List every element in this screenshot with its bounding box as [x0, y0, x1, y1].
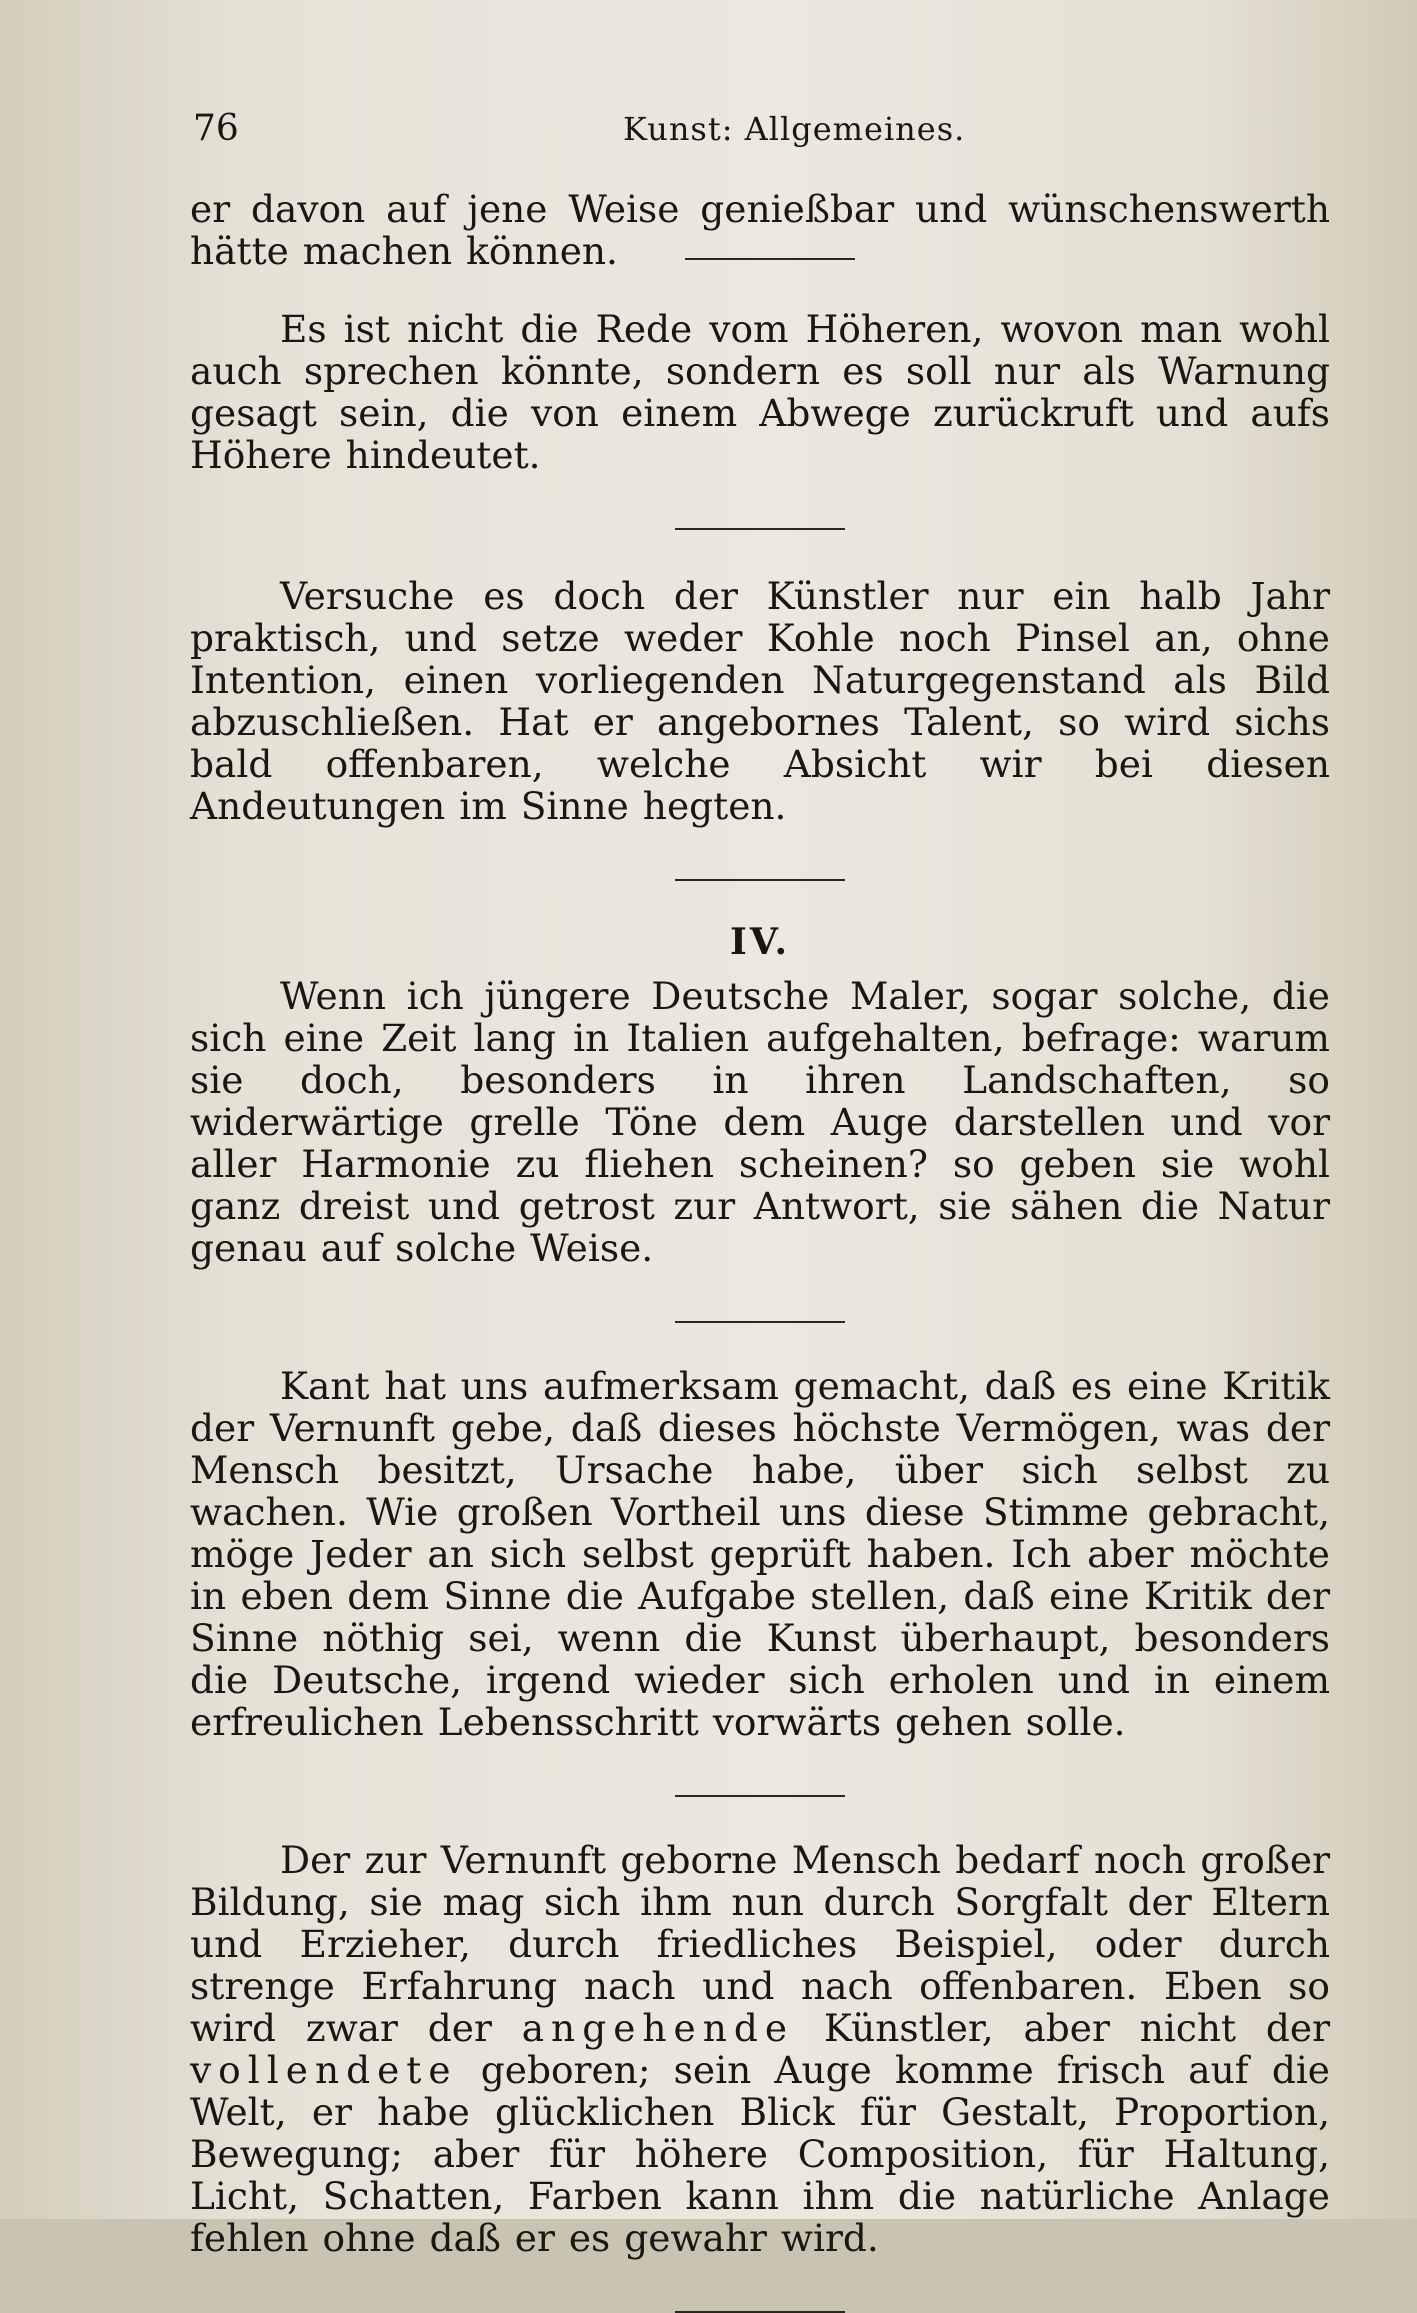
- separator-rule: [685, 258, 855, 260]
- running-head: Kunst: Allgemeines.: [623, 110, 966, 148]
- paragraph-text: Der zur Vernunft geborne Mensch bedarf noch großer Bildung, sie mag sich ihm nun durch Sorgfalt der Eltern und Erzieher, durch friedliches Beispiel, oder durch strenge Erfahrung nach und nach offenbaren. Eben so wird zwar der: [190, 1838, 1330, 2050]
- page-number: 76: [193, 108, 239, 149]
- section-heading: IV.: [729, 921, 790, 963]
- emphasized-word: angehende: [521, 2006, 795, 2050]
- paragraph: [190, 1839, 1330, 2259]
- separator-rule: [675, 528, 845, 530]
- page-body: [190, 188, 1330, 2313]
- paragraph: Kant hat uns aufmerksam gemacht, daß es eine Kritik der Vernunft gebe, daß dieses höchste Vermögen, was der Mensch besitzt, Ursache habe, über sich selbst zu wachen. Wie großen Vortheil uns diese Stimme gebracht, möge Jeder an sich selbst geprüft haben. Ich aber möchte in eben dem Sinne die Aufgabe stellen, daß eine Kritik der Sinne nöthig sei, wenn die Kunst überhaupt, besonders die Deutsche, irgend wieder sich erholen und in einem erfreulichen Lebensschritt vorwärts gehen solle.: [190, 1364, 1330, 1744]
- paragraph-text: Künstler, aber nicht der: [823, 2006, 1331, 2050]
- separator-rule: [675, 879, 845, 881]
- paragraph: Wenn ich jüngere Deutsche Maler, sogar solche, die sich eine Zeit lang in Italien aufgehalten, befrage: warum sie doch, besonders in ihren Landschaften, so widerwärtige grelle Töne dem Auge darstellen und vor aller Harmonie zu fliehen scheinen? so geben sie wohl ganz dreist und getrost zur Antwort, sie sähen die Natur genau auf solche Weise.: [190, 974, 1330, 1270]
- paragraph-text: geboren; sein Auge komme frisch auf die Welt, er habe glücklichen Blick für Gestalt, Proportion, Bewegung; aber für höhere Composition, für Haltung, Licht, Schatten, Farben kann ihm die natürliche Anlage fehlen ohne daß er es gewahr wird.: [190, 2048, 1331, 2260]
- separator-rule: [675, 1795, 845, 1797]
- paragraph: er davon auf jene Weise genießbar und wünschenswerth hätte machen können.: [190, 187, 1330, 273]
- page-header: [193, 108, 1333, 158]
- emphasized-word: vollendete: [190, 2048, 458, 2092]
- separator-rule: [675, 1321, 845, 1323]
- paragraph: Versuche es doch der Künstler nur ein halb Jahr praktisch, und setze weder Kohle noch Pinsel an, ohne Intention, einen vorliegenden Naturgegenstand als Bild abzuschließen. Hat er angebornes Talent, so wird sichs bald offenbaren, welche Absicht wir bei diesen Andeutungen im Sinne hegten.: [190, 574, 1330, 828]
- paragraph: Es ist nicht die Rede vom Höheren, wovon man wohl auch sprechen könnte, sondern es soll nur als Warnung gesagt sein, die von einem Abwege zurückruft und aufs Höhere hindeutet.: [190, 307, 1330, 477]
